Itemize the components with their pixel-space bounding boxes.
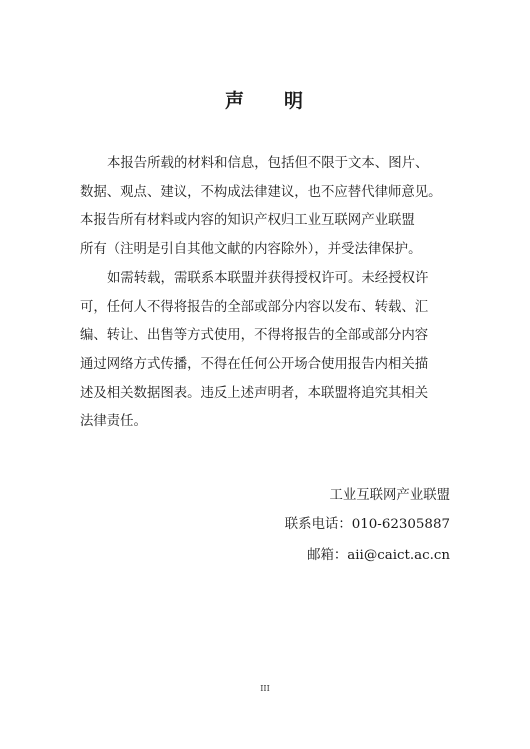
signature-organization: 工业互联网产业联盟 [329, 488, 450, 503]
text-line: 可，任何人不得将报告的全部或部分内容以发布、转载、汇 [80, 299, 429, 315]
statement-body [80, 150, 452, 437]
text-line: 述及相关数据图表。违反上述声明者，本联盟将追究其相关 [80, 385, 429, 401]
text-line: 本报告所载的材料和信息，包括但不限于文本、图片、 [107, 156, 429, 171]
text-line: 所有（注明是引自其他文献的内容除外），并受法律保护。 [80, 242, 422, 258]
text-line: 通过网络方式传播，不得在任何公开场合使用报告内相关描 [80, 356, 429, 372]
title-char-2: 明 [284, 90, 306, 112]
paragraph-reprint [80, 265, 452, 437]
text-line: 法律责任。 [80, 414, 147, 430]
paragraph-copyright [80, 150, 452, 265]
signature-email: 邮箱：aii@caict.ac.cn [307, 548, 450, 563]
text-line: 数据、观点、建议，不构成法律建议，也不应替代律师意见。 [80, 184, 442, 200]
page-number: III [260, 684, 270, 693]
text-line: 编、转让、出售等方式使用，不得将报告的全部或部分内容 [80, 328, 429, 344]
text-line: 本报告所有材料或内容的知识产权归工业互联网产业联盟 [80, 213, 415, 229]
page-title [0, 86, 530, 113]
title-char-1: 声 [224, 90, 246, 112]
signature-phone: 联系电话：010-62305887 [284, 517, 450, 532]
text-line: 如需转载，需联系本联盟并获得授权许可。未经授权许 [107, 270, 429, 286]
